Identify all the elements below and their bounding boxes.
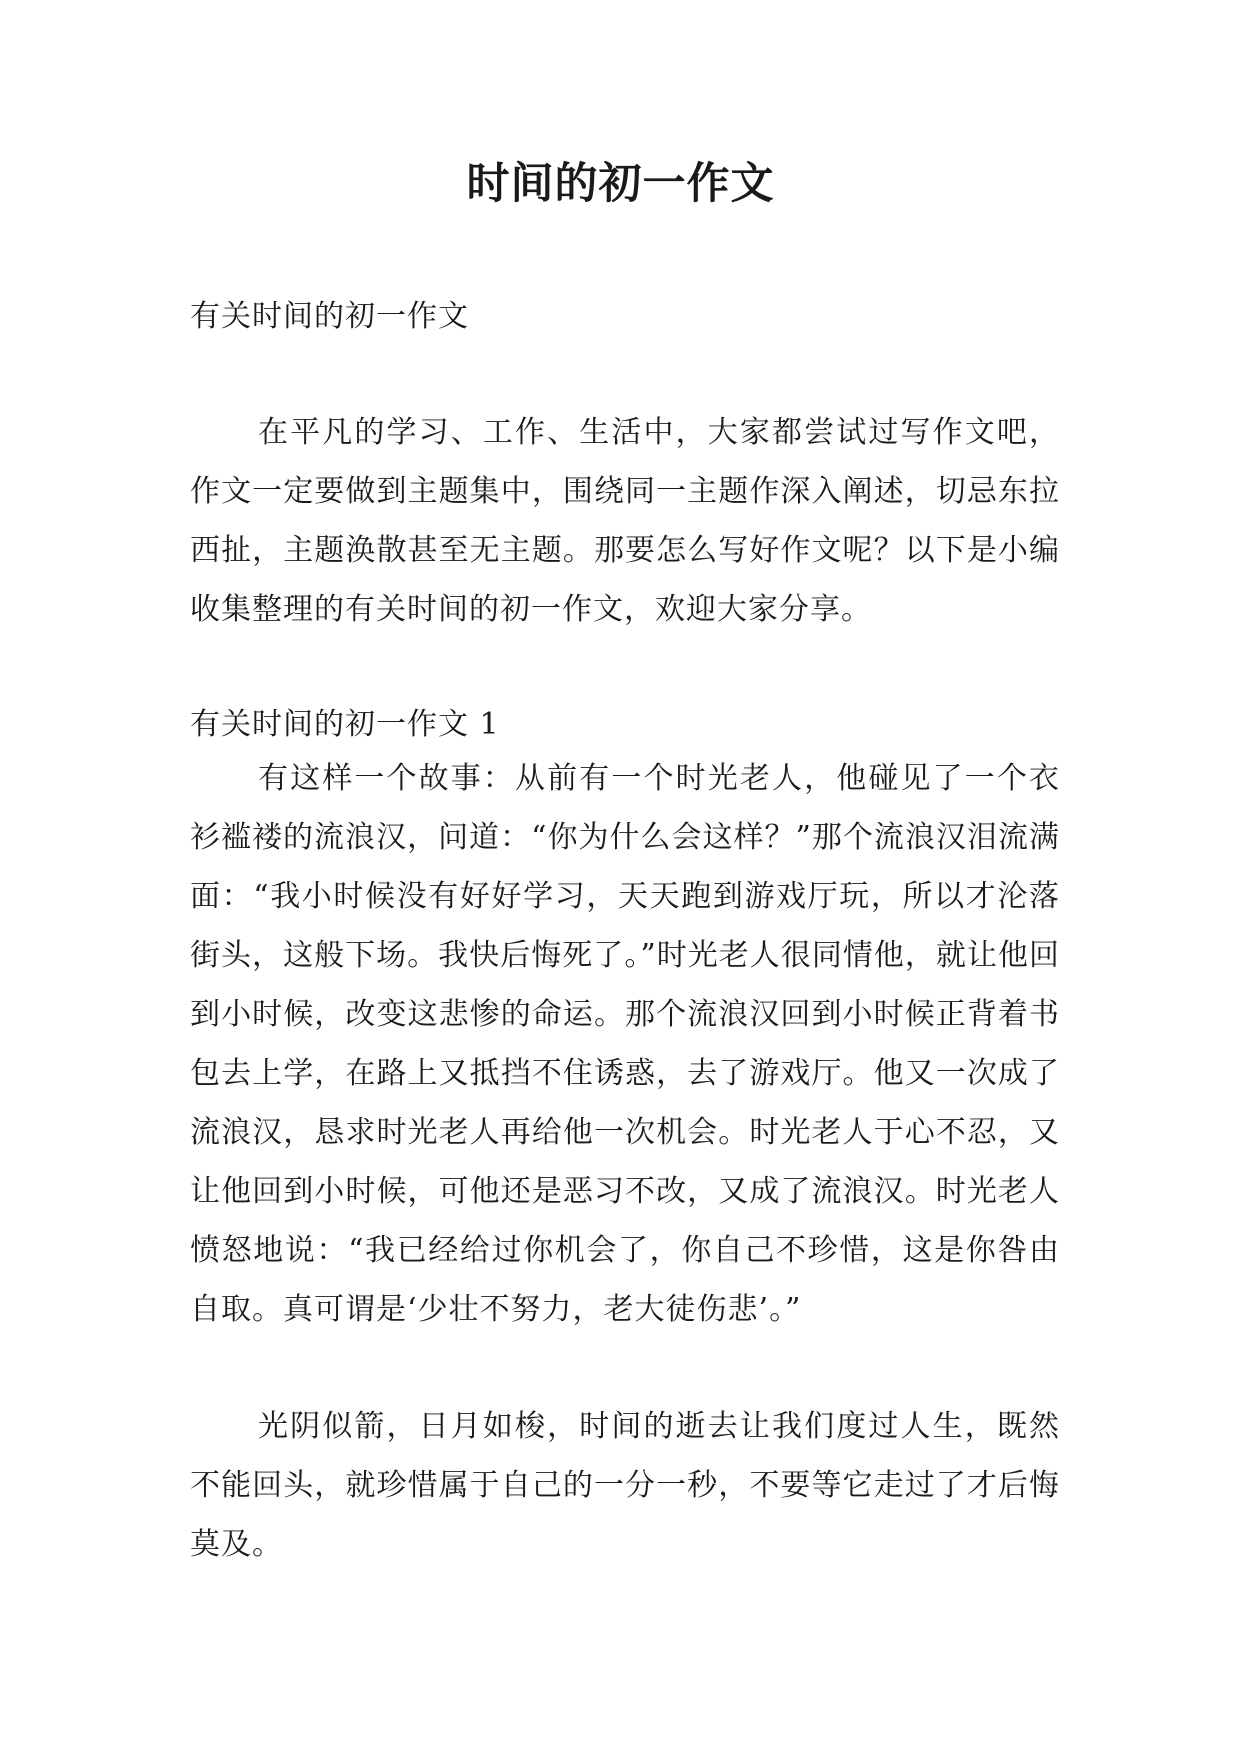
document-subtitle: 有关时间的初一作文 xyxy=(190,299,469,334)
intro-paragraph: 在平凡的学习、工作、生活中，大家都尝试过写作文吧，作文一定要做到主题集中，围绕同一主题作深入阐述，切忌东拉西扯，主题涣散甚至无主题。那要怎么写好作文呢？以下是小编收集整理的有关时间的初一作文，欢迎大家分享。 xyxy=(190,415,1060,627)
document-title: 时间的初一作文 xyxy=(466,159,775,209)
story-paragraph: 有这样一个故事：从前有一个时光老人，他碰见了一个衣衫褴褛的流浪汉，问道：“你为什么会这样？”那个流浪汉泪流满面：“我小时候没有好好学习，天天跑到游戏厅玩，所以才沦落街头，这般下场。我快后悔死了。”时光老人很同情他，就让他回到小时候，改变这悲惨的命运。那个流浪汉回到小时候正背着书包去上学，在路上又抵挡不住诱惑，去了游戏厅。他又一次成了流浪汉，恳求时光老人再给他一次机会。时光老人于心不忍，又让他回到小时候，可他还是恶习不改，又成了流浪汉。时光老人愤怒地说：“我已经给过你机会了，你自己不珍惜，这是你咎由自取。真可谓是‘少壮不努力，老大徒伤悲’。” xyxy=(190,761,1060,1327)
section-heading: 有关时间的初一作文 1 xyxy=(190,707,500,742)
closing-paragraph: 光阴似箭，日月如梭，时间的逝去让我们度过人生，既然不能回头，就珍惜属于自己的一分一秒，不要等它走过了才后悔莫及。 xyxy=(190,1409,1060,1562)
